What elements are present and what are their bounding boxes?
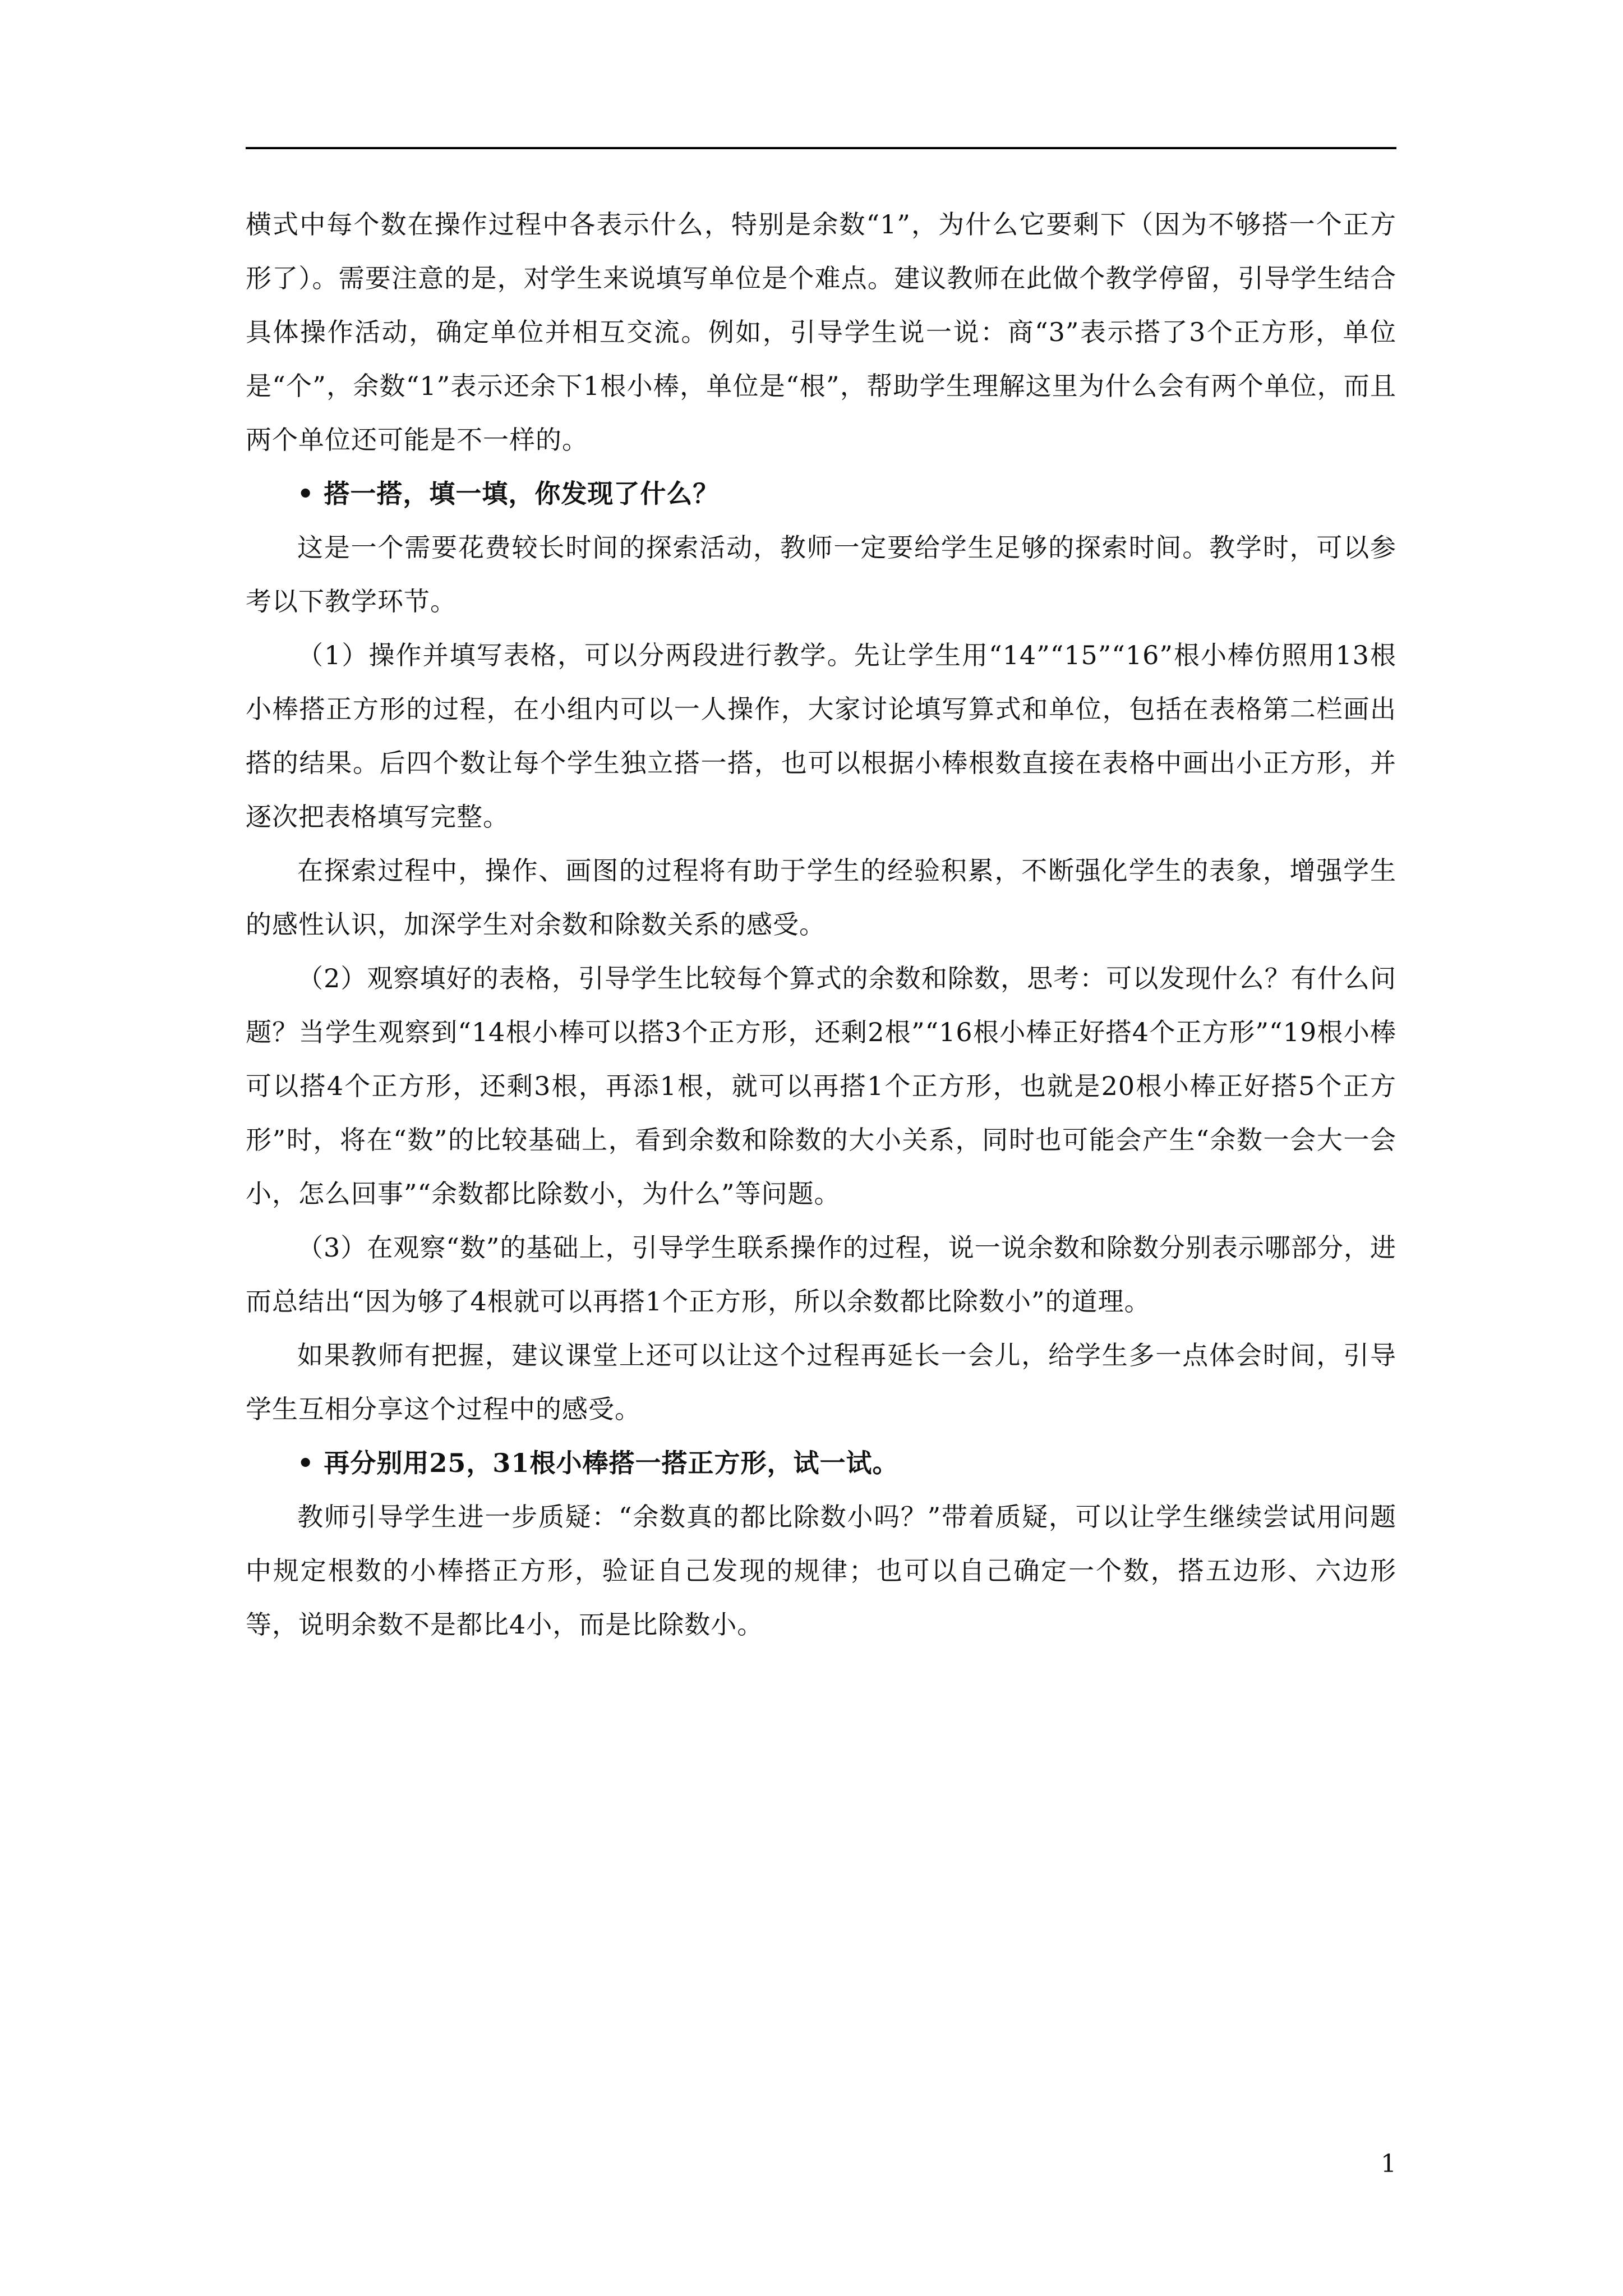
paragraph-step-2: （2）观察填好的表格，引导学生比较每个算式的余数和除数，思考：可以发现什么？有什么问题？当学生观察到“14根小棒可以搭3个正方形，还剩2根”“16根小棒正好搭4个正方形”“19根小棒可以搭4个正方形，还剩3根，再添1根，就可以再搭1个正方形，也就是20根小棒正好搭5个正方形”时，将在“数”的比较基础上，看到余数和除数的大小关系，同时也可能会产生“余数一会大一会小，怎么回事”“余数都比除数小，为什么”等问题。 bbox=[246, 963, 1396, 1209]
bullet-heading-build-fill: • 搭一搭，填一填，你发现了什么？ bbox=[297, 478, 720, 509]
page-number: 1 bbox=[1381, 2150, 1396, 2178]
paragraph-extension: 如果教师有把握，建议课堂上还可以让这个过程再延长一会儿，给学生多一点体会时间，引导学生互相分享这个过程中的感受。 bbox=[246, 1340, 1396, 1424]
paragraph-verification: 教师引导学生进一步质疑：“余数真的都比除数小吗？”带着质疑，可以让学生继续尝试用问题中规定根数的小棒搭正方形，验证自己发现的规律；也可以自己确定一个数，搭五边形、六边形等，说明余数不是都比4小，而是比除数小。 bbox=[246, 1502, 1396, 1640]
bullet-heading-try-25-31: • 再分别用25，31根小棒搭一搭正方形，试一试。 bbox=[297, 1448, 899, 1478]
paragraph-step-1: （1）操作并填写表格，可以分两段进行教学。先让学生用“14”“15”“16”根小棒仿照用13根小棒搭正方形的过程，在小组内可以一人操作，大家讨论填写算式和单位，包括在表格第二栏画出搭的结果。后四个数让每个学生独立搭一搭，也可以根据小棒根数直接在表格中画出小正方形，并逐次把表格填写完整。 bbox=[246, 640, 1396, 832]
paragraph-exploration-intro: 这是一个需要花费较长时间的探索活动，教师一定要给学生足够的探索时间。教学时，可以参考以下教学环节。 bbox=[246, 532, 1396, 616]
header-rule bbox=[246, 147, 1396, 149]
paragraph-exploration-benefit: 在探索过程中，操作、画图的过程将有助于学生的经验积累，不断强化学生的表象，增强学生的感性认识，加深学生对余数和除数关系的感受。 bbox=[246, 855, 1396, 940]
paragraph-continuation: 横式中每个数在操作过程中各表示什么，特别是余数“1”，为什么它要剩下（因为不够搭一个正方形了）。需要注意的是，对学生来说填写单位是个难点。建议教师在此做个教学停留，引导学生结合具体操作活动，确定单位并相互交流。例如，引导学生说一说：商“3”表示搭了3个正方形，单位是“个”，余数“1”表示还余下1根小棒，单位是“根”，帮助学生理解这里为什么会有两个单位，而且两个单位还可能是不一样的。 bbox=[246, 209, 1396, 455]
paragraph-step-3: （3）在观察“数”的基础上，引导学生联系操作的过程，说一说余数和除数分别表示哪部分，进而总结出“因为够了4根就可以再搭1个正方形，所以余数都比除数小”的道理。 bbox=[246, 1232, 1396, 1317]
body-text bbox=[246, 197, 1396, 1651]
